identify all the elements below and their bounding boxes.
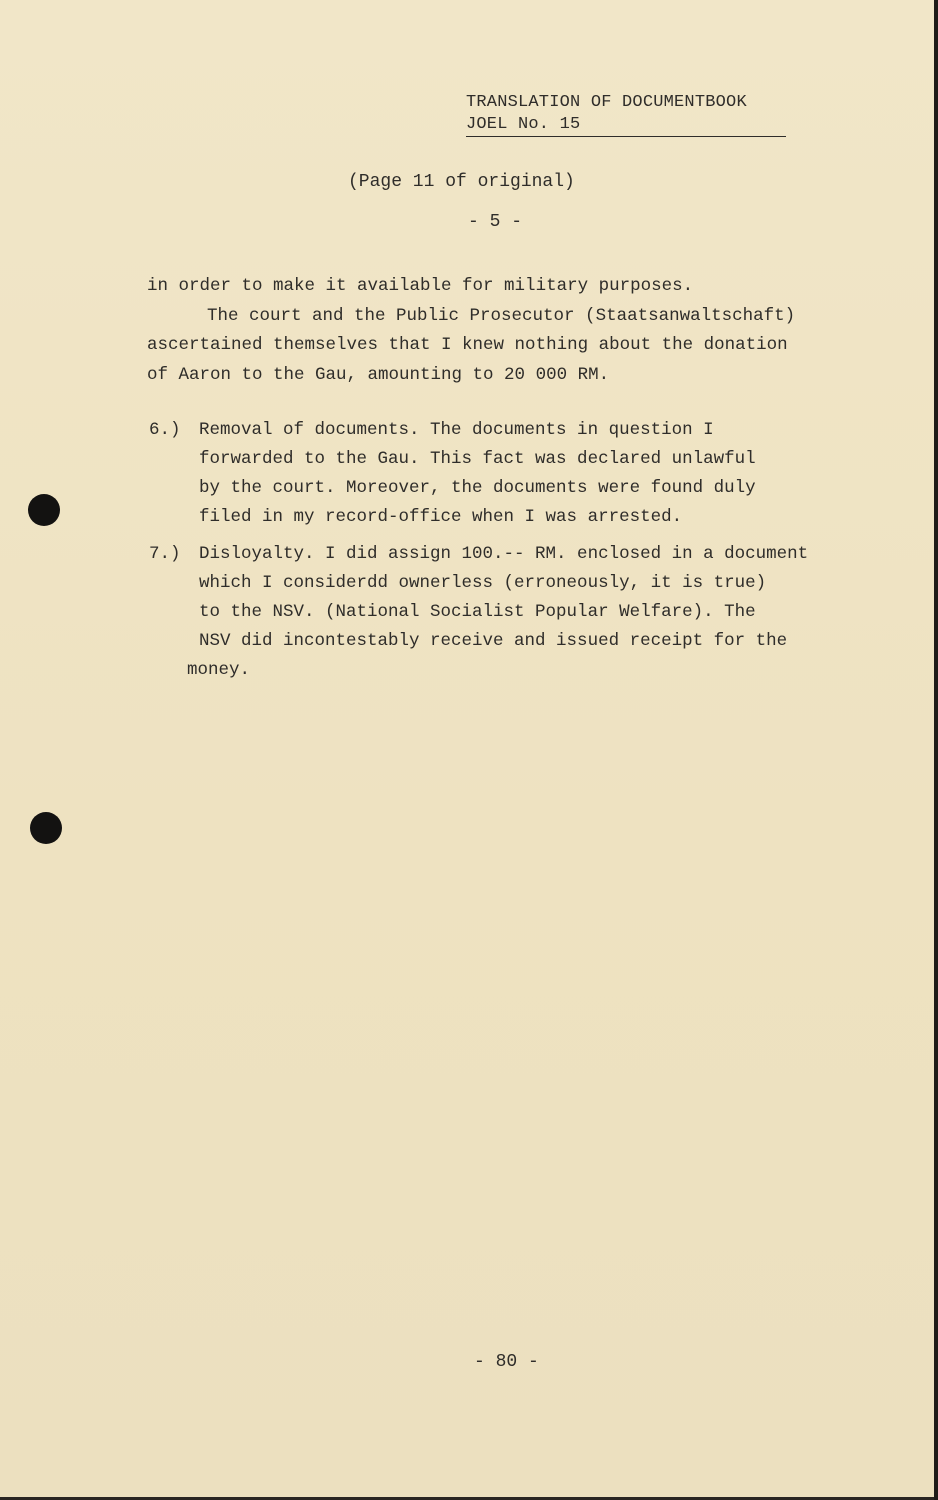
text-line: by the court. Moreover, the documents were found duly	[199, 478, 756, 498]
text-line: in order to make it available for military purposes.	[147, 276, 694, 296]
text-line: NSV did incontestably receive and issued receipt for the	[199, 631, 788, 651]
text-line: filed in my record-office when I was arrested.	[199, 507, 683, 527]
text-line: forwarded to the Gau. This fact was declared unlawful	[199, 449, 756, 469]
text-line: Removal of documents. The documents in question I	[199, 420, 714, 440]
text-line: money.	[187, 660, 251, 680]
text-line: which I considerdd ownerless (erroneously, it is true)	[199, 573, 767, 593]
header-reference: JOEL No. 15	[466, 114, 786, 137]
page-footer-number: - 80 -	[474, 1352, 539, 1372]
text-line: to the NSV. (National Socialist Popular Welfare). The	[199, 602, 756, 622]
punch-hole	[30, 812, 62, 844]
text-line: Disloyalty. I did assign 100.-- RM. enclosed in a document	[199, 544, 809, 564]
text-line: of Aaron to the Gau, amounting to 20 000 RM.	[147, 364, 610, 385]
list-item-text	[199, 416, 899, 532]
header-title: TRANSLATION OF DOCUMENTBOOK	[466, 93, 747, 112]
document-header	[466, 92, 786, 137]
text-line: ascertained themselves that I knew nothing about the donation	[147, 335, 788, 355]
page-reference: (Page 11 of original)	[348, 172, 575, 192]
list-item-text	[187, 540, 899, 685]
page-number: - 5 -	[468, 212, 523, 232]
list-item-number: 7.)	[149, 544, 181, 564]
punch-hole	[28, 494, 60, 526]
text-line: The court and the Public Prosecutor (Staatsanwaltschaft)	[207, 305, 796, 326]
intro-paragraph	[147, 272, 887, 390]
list-item-number: 6.)	[149, 420, 181, 440]
